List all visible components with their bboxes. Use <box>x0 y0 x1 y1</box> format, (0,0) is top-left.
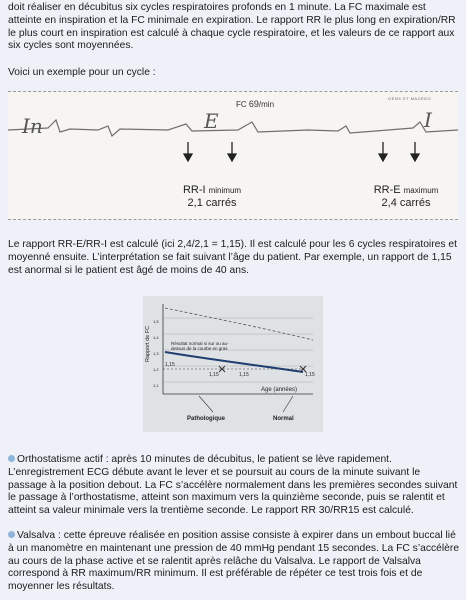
ytick: 1,1 <box>153 383 159 388</box>
marker-mid: 1,15 <box>239 372 249 378</box>
label-normal: Normal <box>273 416 294 422</box>
bullet-icon <box>8 531 15 538</box>
bullet-orthostatisme: Orthostatisme actif : après 10 minutes de décubitus, le patient se lève rapidement. L’enregistrement ECG débute avant le lever et se poursuit au cours de la minute suivant le passage à la position debout. La FC s’accélère normalement dans les premières secondes suivant le passage à l’orthostatisme, atteint son maximum vers la quinzième seconde, puis se ralentit et atteint sa valeur minimale vers la trentième seconde. Le rapport RR 30/RR15 est calculé. <box>8 454 458 517</box>
label-pathologique: Pathologique <box>187 416 225 422</box>
ecg-corner-text: GENS ET MACEDO <box>388 96 432 101</box>
marker-left: 1,15 <box>209 372 219 378</box>
graph-legend: Résultat normal si sur ou au-dessus de la courbe en gras <box>171 341 229 351</box>
marker-right: 1,15 <box>305 372 315 378</box>
ytick: 1,4 <box>153 335 159 340</box>
graph-yticks <box>153 314 162 394</box>
handwritten-i2: I <box>424 108 432 132</box>
ratio-paragraph: Le rapport RR-E/RR-I est calculé (ici 2,4/2,1 = 1,15). Il est calculé pour les 6 cycles respiratoires et moyenné ensuite. L’interprétation se fait suivant l’âge du patient. Par exemple, un rapport de 1,15 est anormal si le patient est âgé de moins de 40 ans. <box>8 239 457 276</box>
axis-marker: 1,15 <box>165 362 175 368</box>
ytick: 1,2 <box>153 367 159 372</box>
handwritten-in: In <box>22 114 43 138</box>
ytick: 1,3 <box>153 351 159 356</box>
rr-i-label: RR-I minimum 2,1 carrés <box>182 184 242 209</box>
rr-e-label: RR-E maximum 2,4 carrés <box>373 184 439 209</box>
handwritten-e: E <box>204 109 219 133</box>
graph-xlabel: Age (années) <box>261 387 298 393</box>
ecg-figure <box>8 91 458 220</box>
fc-readout: FC 69/min <box>236 99 275 109</box>
bullet-valsalva: Valsalva : cette épreuve réalisée en position assise consiste à expirer dans un embout buccal lié à un manomètre en maintenant une pression de 40 mmHg pendant 15 secondes. La FC s’accélère au cours de la phase active et se ralentit après relâche du Valsalva. Le rapport de Valsalva correspond à RR maximum/RR minimum. Il est préférable de répéter ce test trois fois et de moyenner les résultats. <box>8 530 460 593</box>
intro-paragraph: doit réaliser en décubitus six cycles respiratoires profonds en 1 minute. La FC maximale est atteinte en inspiration et la FC minimale en expiration. Le rapport RR le plus long en expiration/RR le plus court en inspiration est calculé à chaque cycle respiratoire, et les valeurs de ce rapport aux six cycles sont moyennées. <box>8 2 456 52</box>
example-intro: Voici un exemple pour un cycle : <box>8 67 156 78</box>
ytick: 1,5 <box>153 319 159 324</box>
bullet-icon <box>8 455 15 462</box>
graph-ylabel: Rapport de FC <box>145 325 151 362</box>
ratio-age-graph <box>143 296 323 432</box>
